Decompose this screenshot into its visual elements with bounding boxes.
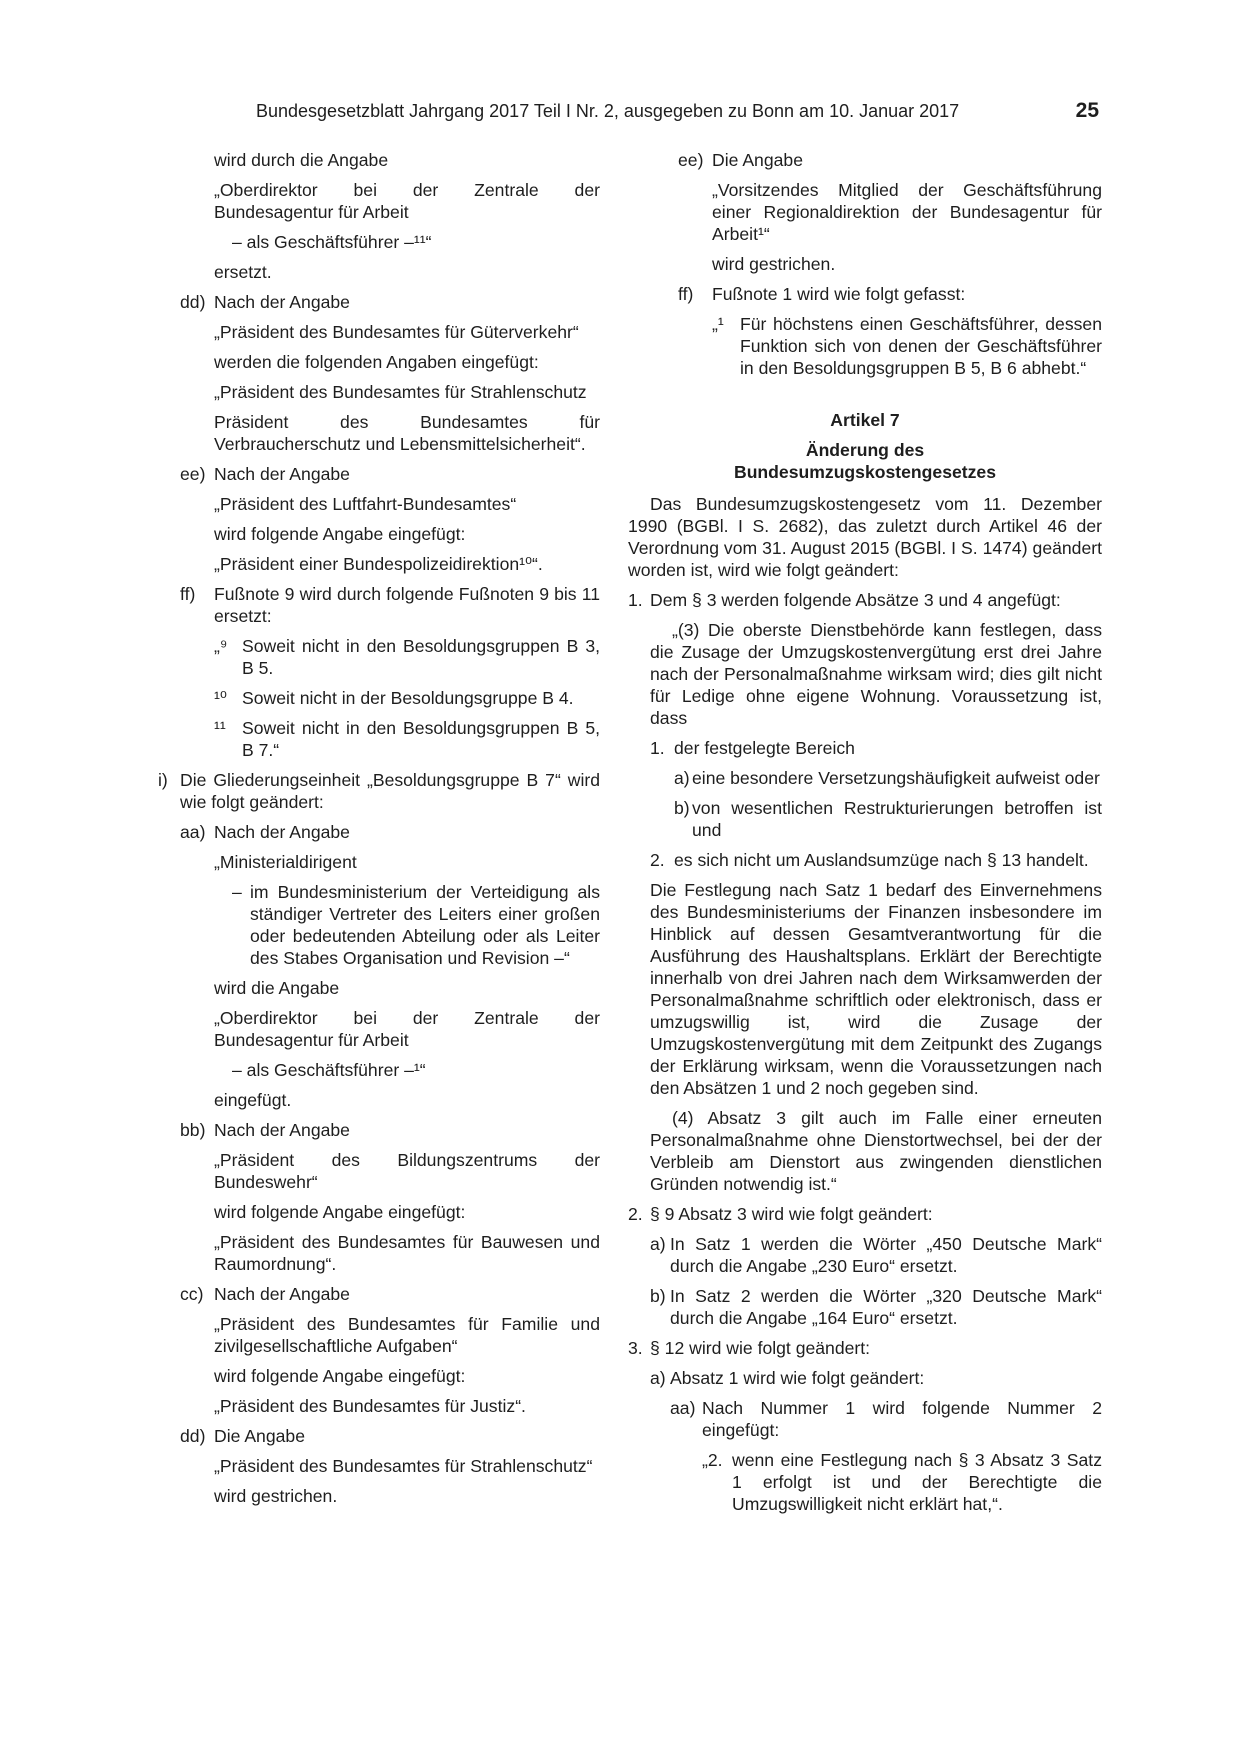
quoted-text: „Präsident des Bundesamtes für Strahlenschutz — [214, 382, 587, 402]
list-item-b — [650, 1285, 1102, 1329]
footnote-text: Für höchstens einen Geschäftsführer, dessen Funktion sich von denen der Geschäftsführer in den Besoldungsgruppen B 5, B 6 abhebt.“ — [740, 314, 1102, 378]
paragraph-abs3: „(3) Die oberste Dienstbehörde kann festlegen, dass die Zusage der Umzugskostenvergütung erst drei Jahre nach der Personalmaßnahme wirksam wird; dies gilt nicht für Ledige ohne eigene Wohnung. Voraussetzung ist, dass — [650, 620, 1102, 728]
list-text: wenn eine Festlegung nach § 3 Absatz 3 Satz 1 erfolgt ist und der Berechtigte die Umzugswilligkeit nicht erklärt hat,“. — [732, 1450, 1102, 1514]
quoted-text: „Präsident des Bundesamtes für Güterverkehr“ — [214, 322, 579, 342]
text-line: wird die Angabe — [214, 978, 340, 998]
article-number: Artikel 7 — [830, 410, 900, 430]
text-line: wird durch die Angabe — [214, 150, 389, 170]
list-marker: dd) — [180, 1426, 206, 1446]
intro-paragraph: Das Bundesumzugskostengesetz vom 11. Dezember 1990 (BGBl. I S. 2682), das zuletzt durch Artikel 46 der Verordnung vom 31. August 2015 (BGBl. I S. 1474) geändert worden ist, wird wie folgt geändert: — [628, 494, 1102, 580]
article-title: Änderung des — [805, 440, 925, 460]
quoted-text: „Oberdirektor bei der Zentrale der Bundesagentur für Arbeit — [214, 180, 600, 222]
text-line: werden die folgenden Angaben eingefügt: — [214, 352, 539, 372]
list-item-2 — [628, 1203, 1102, 1225]
quoted-text: „Präsident des Bundesamtes für Familie und zivilgesellschaftliche Aufgaben“ — [214, 1314, 600, 1356]
quoted-text: „Präsident einer Bundespolizeidirektion¹⁰“. — [214, 554, 543, 574]
footnote-marker: „¹ — [712, 314, 724, 334]
list-item-a — [650, 1233, 1102, 1277]
list-text: Nach der Angabe — [214, 1284, 350, 1304]
list-item-dd — [180, 291, 600, 313]
list-marker: 3. — [628, 1338, 643, 1358]
paragraph-festlegung: Die Festlegung nach Satz 1 bedarf des Einvernehmens des Bundesministeriums der Finanzen insbesondere im Hinblick auf dessen Gesamtverantwortung für die Ausführung des Haushaltsplans. Erklärt der Berechtigte innerhalb von drei Jahren nach dem Wirksamwerden der Personalmaßnahme schriftlich oder elektronisch, dass er umzugswillig ist, wird die Zusage der Umzugskostenvergütung mit dem Zeitpunkt des Zugangs der Erklärung wirksam, wenn die Voraussetzungen nach den Absätzen 1 und 2 noch gegeben sind. — [650, 880, 1102, 1098]
list-text: eine besondere Versetzungshäufigkeit aufweist oder — [692, 768, 1100, 788]
quoted-text: „Ministerialdirigent — [214, 852, 357, 872]
quoted-text: „Oberdirektor bei der Zentrale der Bundesagentur für Arbeit — [214, 1008, 600, 1050]
list-text: von wesentlichen Restrukturierungen betroffen ist und — [692, 798, 1102, 840]
list-text: In Satz 1 werden die Wörter „450 Deutsche Mark“ durch die Angabe „230 Euro“ ersetzt. — [670, 1234, 1102, 1276]
list-text: § 12 wird wie folgt geändert: — [650, 1338, 871, 1358]
list-marker: a) — [674, 768, 690, 788]
list-text: Die Angabe — [712, 150, 803, 170]
text-line: wird folgende Angabe eingefügt: — [214, 524, 466, 544]
article-title: Bundesumzugskostengesetzes — [733, 462, 997, 482]
list-marker: ee) — [678, 150, 704, 170]
left-column — [158, 149, 600, 1515]
list-text: Dem § 3 werden folgende Absätze 3 und 4 angefügt: — [650, 590, 1061, 610]
footnote-10 — [214, 687, 600, 709]
list-text: Nach der Angabe — [214, 464, 350, 484]
list-marker: aa) — [670, 1398, 696, 1418]
page-number: 25 — [1075, 99, 1099, 122]
text-line: ersetzt. — [214, 262, 272, 282]
footnote-9 — [214, 635, 600, 679]
footnote-11 — [214, 717, 600, 761]
text-line: wird gestrichen. — [712, 254, 836, 274]
list-marker: dd) — [180, 292, 206, 312]
list-marker: ff) — [180, 584, 196, 604]
list-marker: b) — [674, 798, 690, 818]
quoted-text: „Präsident des Bundesamtes für Justiz“. — [214, 1396, 526, 1416]
list-marker: b) — [650, 1286, 666, 1306]
list-marker: ee) — [180, 464, 206, 484]
list-marker: a) — [650, 1368, 666, 1388]
list-marker: ff) — [678, 284, 694, 304]
list-text: In Satz 2 werden die Wörter „320 Deutsche Mark“ durch die Angabe „164 Euro“ ersetzt. — [670, 1286, 1102, 1328]
right-column — [628, 149, 1102, 1523]
text-line: wird folgende Angabe eingefügt: — [214, 1202, 466, 1222]
list-item-ee — [180, 463, 600, 485]
list-item-ff — [180, 583, 600, 627]
quoted-item-2 — [702, 1449, 1102, 1515]
list-item-a — [650, 1367, 1102, 1389]
list-item-3 — [628, 1337, 1102, 1359]
list-text: Absatz 1 wird wie folgt geändert: — [670, 1368, 925, 1388]
list-text: Nach der Angabe — [214, 822, 350, 842]
list-marker: a) — [650, 1234, 666, 1254]
footnote-text: Soweit nicht in den Besoldungsgruppen B 5, B 7.“ — [242, 718, 600, 760]
list-item-2 — [650, 849, 1102, 871]
header-title: Bundesgesetzblatt Jahrgang 2017 Teil I Nr. 2, ausgegeben zu Bonn am 10. Januar 2017 — [256, 101, 960, 121]
footnote-text: Soweit nicht in der Besoldungsgruppe B 4. — [242, 688, 574, 708]
quoted-text: Präsident des Bundesamtes für Verbraucherschutz und Lebensmittelsicherheit“. — [214, 412, 600, 454]
list-item-b — [674, 797, 1102, 841]
quoted-text: „Präsident des Bundesamtes für Bauwesen und Raumordnung“. — [214, 1232, 600, 1274]
paragraph-abs4: (4) Absatz 3 gilt auch im Falle einer erneuten Personalmaßnahme ohne Dienstortwechsel, bei der der Verbleib am Dienstort aus zwingenden dienstlichen Gründen notwendig ist.“ — [650, 1108, 1102, 1194]
list-item-ee — [678, 149, 1102, 171]
list-item-1 — [650, 737, 1102, 759]
footnote-text: Soweit nicht in den Besoldungsgruppen B 3, B 5. — [242, 636, 600, 678]
list-marker: 1. — [650, 738, 665, 758]
list-item-aa — [180, 821, 600, 843]
list-item-aa — [670, 1397, 1102, 1441]
footnote-marker: ¹¹ — [214, 718, 226, 738]
footnote-marker: „⁹ — [214, 636, 228, 656]
quoted-text: – als Geschäftsführer –¹“ — [232, 1060, 426, 1080]
list-text: Nach Nummer 1 wird folgende Nummer 2 eingefügt: — [702, 1398, 1102, 1440]
quoted-text: „Präsident des Luftfahrt-Bundesamtes“ — [214, 494, 517, 514]
running-header — [256, 100, 1099, 126]
quoted-text: „Präsident des Bundesamtes für Strahlenschutz“ — [214, 1456, 593, 1476]
text-line: eingefügt. — [214, 1090, 292, 1110]
list-item-bb — [180, 1119, 600, 1141]
list-text: Fußnote 9 wird durch folgende Fußnoten 9 bis 11 ersetzt: — [214, 584, 600, 626]
list-text: Nach der Angabe — [214, 292, 350, 312]
list-marker: 2. — [628, 1204, 643, 1224]
list-item-dd — [180, 1425, 600, 1447]
text-line: wird gestrichen. — [214, 1486, 338, 1506]
dash-item — [232, 881, 600, 969]
quoted-text: „Präsident des Bildungszentrums der Bundeswehr“ — [214, 1150, 600, 1192]
list-text: es sich nicht um Auslandsumzüge nach § 13 handelt. — [674, 850, 1089, 870]
list-item-cc — [180, 1283, 600, 1305]
list-marker: „2. — [702, 1450, 723, 1470]
list-marker: i) — [158, 770, 168, 790]
quoted-text: – als Geschäftsführer –¹¹“ — [232, 232, 432, 252]
dash-text: im Bundesministerium der Verteidigung als ständiger Vertreter des Leiters einer großen oder bedeutenden Abteilung oder als Leiter des Stabes Organisation und Revision –“ — [250, 882, 600, 968]
list-marker: cc) — [180, 1284, 204, 1304]
dash-marker: – — [232, 882, 242, 902]
list-marker: aa) — [180, 822, 206, 842]
list-text: Fußnote 1 wird wie folgt gefasst: — [712, 284, 966, 304]
list-item-ff — [678, 283, 1102, 305]
list-item-1 — [628, 589, 1102, 611]
list-item-a — [674, 767, 1102, 789]
footnote-1 — [712, 313, 1102, 379]
footnote-marker: ¹⁰ — [214, 688, 227, 708]
list-text: Nach der Angabe — [214, 1120, 350, 1140]
quoted-text: „Vorsitzendes Mitglied der Geschäftsführung einer Regionaldirektion der Bundesagentur für Arbeit¹“ — [712, 180, 1102, 244]
list-marker: 2. — [650, 850, 665, 870]
list-marker: bb) — [180, 1120, 206, 1140]
list-text: der festgelegte Bereich — [674, 738, 855, 758]
text-line: wird folgende Angabe eingefügt: — [214, 1366, 466, 1386]
list-text: Die Gliederungseinheit „Besoldungsgruppe B 7“ wird wie folgt geändert: — [180, 770, 600, 812]
list-text: Die Angabe — [214, 1426, 305, 1446]
list-marker: 1. — [628, 590, 643, 610]
list-text: § 9 Absatz 3 wird wie folgt geändert: — [650, 1204, 933, 1224]
list-item-i — [158, 769, 600, 813]
